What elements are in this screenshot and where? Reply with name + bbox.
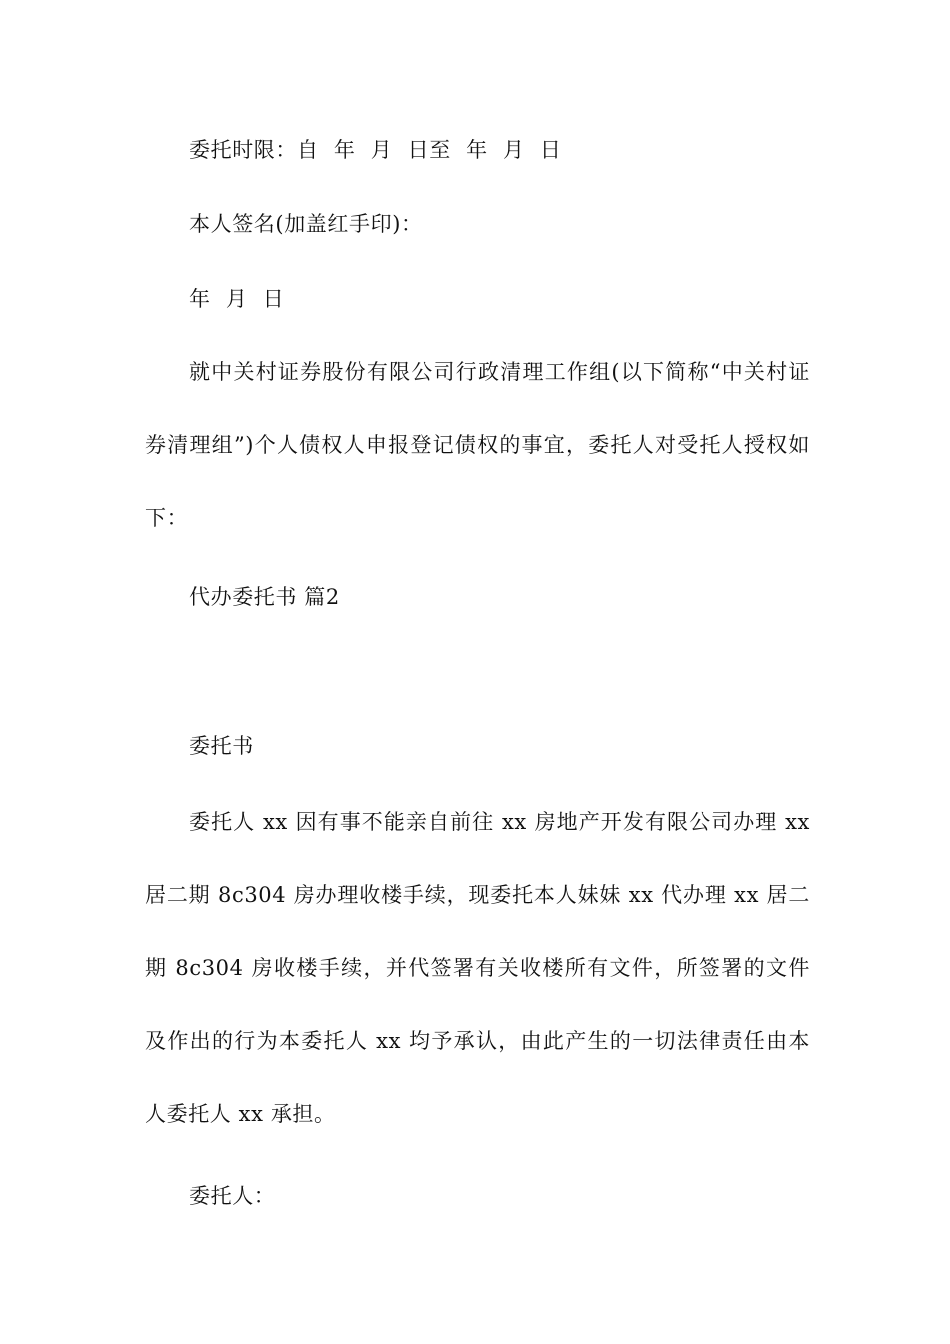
entrustment-body-paragraph: 委托人 xx 因有事不能亲自前往 xx 房地产开发有限公司办理 xx 居二期 8c304 房办理收楼手续，现委托本人妹妹 xx 代办理 xx 居二期 8c304 房收楼手续，并代签署有关收楼所有文件，所签署的文件及作出的行为本委托人 xx 均予承认，由此产生的一切法律责任由本人委托人 xx 承担。 <box>145 810 810 1126</box>
document-heading: 委托书 <box>189 734 254 758</box>
section-title: 代办委托书 篇2 <box>189 585 340 609</box>
date-line: 年 月 日 <box>189 287 285 311</box>
principal-label: 委托人： <box>189 1184 276 1208</box>
entrust-period-line: 委托时限：自 年 月 日至 年 月 日 <box>189 138 562 162</box>
authorization-paragraph: 就中关村证券股份有限公司行政清理工作组(以下简称“中关村证券清理组”)个人债权人申报登记债权的事宜，委托人对受托人授权如下： <box>145 360 810 530</box>
signature-line: 本人签名(加盖红手印)： <box>189 212 423 236</box>
